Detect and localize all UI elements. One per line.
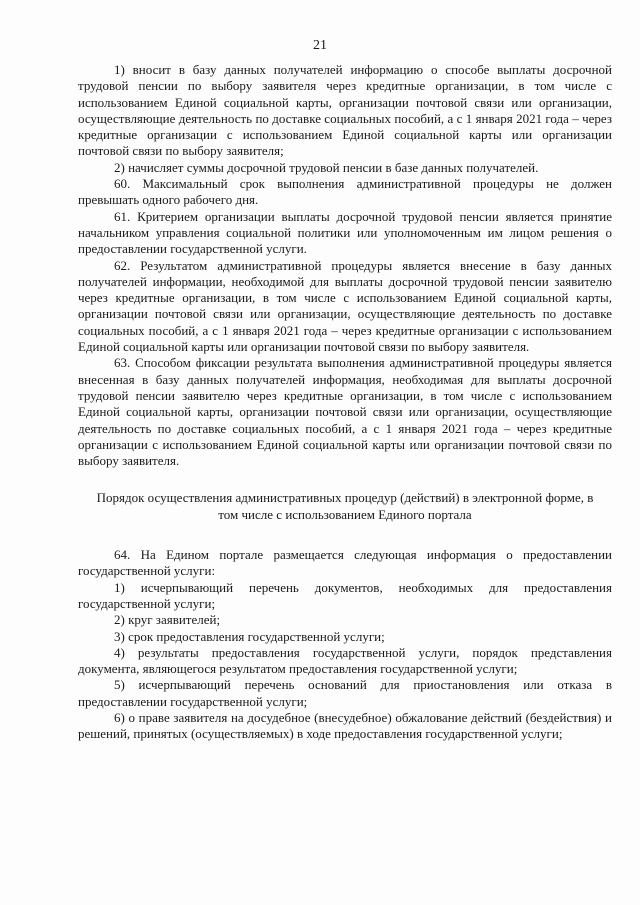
- list-item-grounds-refusal: 5) исчерпывающий перечень оснований для приостановления или отказа в предоставлении государственной услуги;: [78, 677, 612, 709]
- list-item-applicants: 2) круг заявителей;: [114, 612, 221, 628]
- paragraph-62-result: 62. Результатом административной процедуры является внесение в базу данных получателей информации, необходимой для выплаты досрочной трудовой пенсии заявителю через кредитные организации, в том числе с использованием Единой социальной карты, организации почтовой связи или организации, осуществляющие деятельность по доставке социальных пособий, а с 1 января 2021 года – через кредитные организации с использованием Единой социальной карты или организации почтовой связи по выбору заявителя.: [78, 257, 612, 355]
- list-item-term: 3) срок предоставления государственной услуги;: [114, 628, 385, 644]
- paragraph-item-1-record-payment-method: 1) вносит в базу данных получателей информацию о способе выплаты досрочной трудовой пенсии по выбору заявителя через кредитные организации, в том числе с использованием Единой социальной карты, организации почтовой связи или организации, осуществляющие деятельность по доставке социальных пособий, а с 1 января 2021 года – через кредитные организации с использованием Единой социальной карты или организации почтовой связи по выбору заявителя;: [78, 62, 612, 159]
- paragraph-item-2-calculate-pension: 2) начисляет суммы досрочной трудовой пенсии в базе данных получателей.: [114, 159, 539, 175]
- list-item-appeal-right: 6) о праве заявителя на досудебное (внесудебное) обжалование действий (бездействия) и решений, принятых (осуществляемых) в ходе предоставления государственной услуги;: [78, 709, 612, 742]
- list-item-documents: 1) исчерпывающий перечень документов, необходимых для предоставления государственной услуги;: [78, 579, 612, 611]
- section-heading: Порядок осуществления административных процедур (действий) в электронной форме, в том числе с использованием Единого портала: [96, 490, 594, 522]
- paragraph-60-max-duration: 60. Максимальный срок выполнения административной процедуры не должен превышать одного рабочего дня.: [78, 176, 612, 208]
- page-number: 21: [313, 38, 327, 53]
- paragraph-61-criterion: 61. Критерием организации выплаты досрочной трудовой пенсии является принятие начальником управления социальной политики или уполномоченным им лицом решения о предоставлении государственной услуги.: [78, 208, 612, 257]
- list-item-results: 4) результаты предоставления государственной услуги, порядок представления документа, являющегося результатом предоставления государственной услуги;: [78, 644, 612, 677]
- document-body: [78, 62, 612, 743]
- paragraph-63-fixation-method: 63. Способом фиксации результата выполнения административной процедуры является внесенная в базу данных получателей информация, необходимая для выплаты досрочной трудовой пенсии заявителю через кредитные организации, в том числе с использованием Единой социальной карты, организации почтовой связи или организации, осуществляющие деятельность по доставке социальных пособий, а с 1 января 2021 года – через кредитные организации с использованием Единой социальной карты или организации почтовой связи по выбору заявителя.: [78, 355, 612, 469]
- paragraph-64-portal-info: 64. На Едином портале размещается следующая информация о предоставлении государственной услуги:: [78, 547, 612, 579]
